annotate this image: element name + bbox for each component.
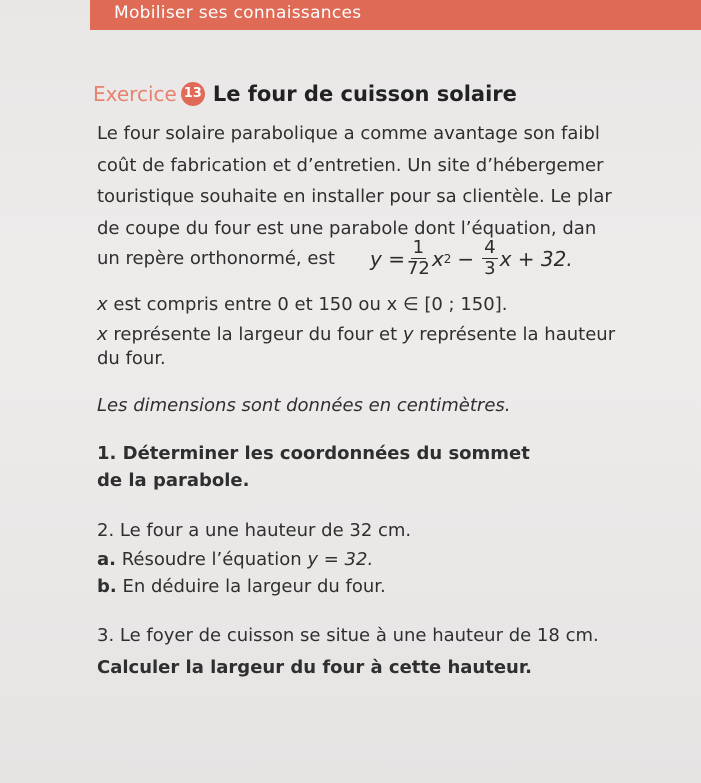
parabola-equation: [370, 238, 573, 279]
question-2a-label: a.: [97, 549, 116, 570]
domain-line: [97, 294, 507, 315]
intro-line-5: un repère orthonormé, est: [97, 248, 335, 269]
question-2b-text: En déduire la largeur du four.: [116, 576, 386, 597]
domain-var: x: [97, 294, 108, 315]
question-2a-equation: y = 32.: [307, 549, 374, 570]
meaning-text-2: représente la hauteur: [413, 324, 616, 345]
domain-set: x ∈ [0 ; 150].: [386, 294, 508, 315]
intro-line-1: Le four solaire parabolique a comme avantage son faibl: [97, 123, 600, 144]
exercise-label: Exercice: [93, 82, 177, 106]
intro-line-3: touristique souhaite en installer pour sa clientèle. Le plar: [97, 186, 612, 207]
question-1-line-1: 1. Déterminer les coordonnées du sommet: [97, 443, 530, 464]
question-2-intro: 2. Le four a une hauteur de 32 cm.: [97, 520, 412, 541]
question-3-line-2: Calculer la largeur du four à cette hauteur.: [97, 657, 533, 678]
fraction-1-denominator: 72: [406, 258, 430, 279]
fraction-2-numerator: 4: [484, 237, 496, 258]
exercise-header: [93, 79, 517, 109]
fraction-1: [407, 238, 430, 279]
eq-term-2: x + 32.: [499, 246, 573, 271]
intro-line-4: de coupe du four est une parabole dont l’équation, dan: [97, 218, 597, 239]
question-3-line-1: 3. Le foyer de cuisson se situe à une hauteur de 18 cm.: [97, 625, 599, 646]
meaning-line-2: du four.: [97, 348, 166, 369]
question-1-line-2: de la parabole.: [97, 470, 250, 491]
fraction-2: [482, 238, 497, 279]
question-2b-label: b.: [97, 576, 117, 597]
question-2a-text: Résoudre l’équation: [115, 549, 308, 570]
domain-text: est compris entre 0 et 150 ou: [107, 294, 387, 315]
meaning-line-1: [97, 324, 615, 345]
question-2a: [97, 549, 373, 570]
eq-exponent: 2: [443, 251, 452, 266]
eq-minus: −: [457, 246, 475, 271]
fraction-1-numerator: 1: [412, 237, 425, 258]
exercise-number-badge: 13: [181, 82, 205, 106]
units-note: Les dimensions sont données en centimètres.: [97, 395, 511, 416]
meaning-var-x: x: [97, 324, 108, 345]
eq-term-1: x: [431, 246, 444, 271]
exercise-title: Le four de cuisson solaire: [212, 82, 517, 106]
intro-line-2: coût de fabrication et d’entretien. Un site d’hébergemer: [97, 155, 604, 176]
section-banner: Mobiliser ses connaissances: [90, 0, 701, 30]
fraction-2-denominator: 3: [484, 258, 496, 279]
eq-lhs: y =: [370, 246, 405, 271]
question-2b: [97, 576, 386, 597]
meaning-var-y: y: [402, 324, 414, 345]
meaning-text-1: représente la largeur du four et: [107, 324, 403, 345]
